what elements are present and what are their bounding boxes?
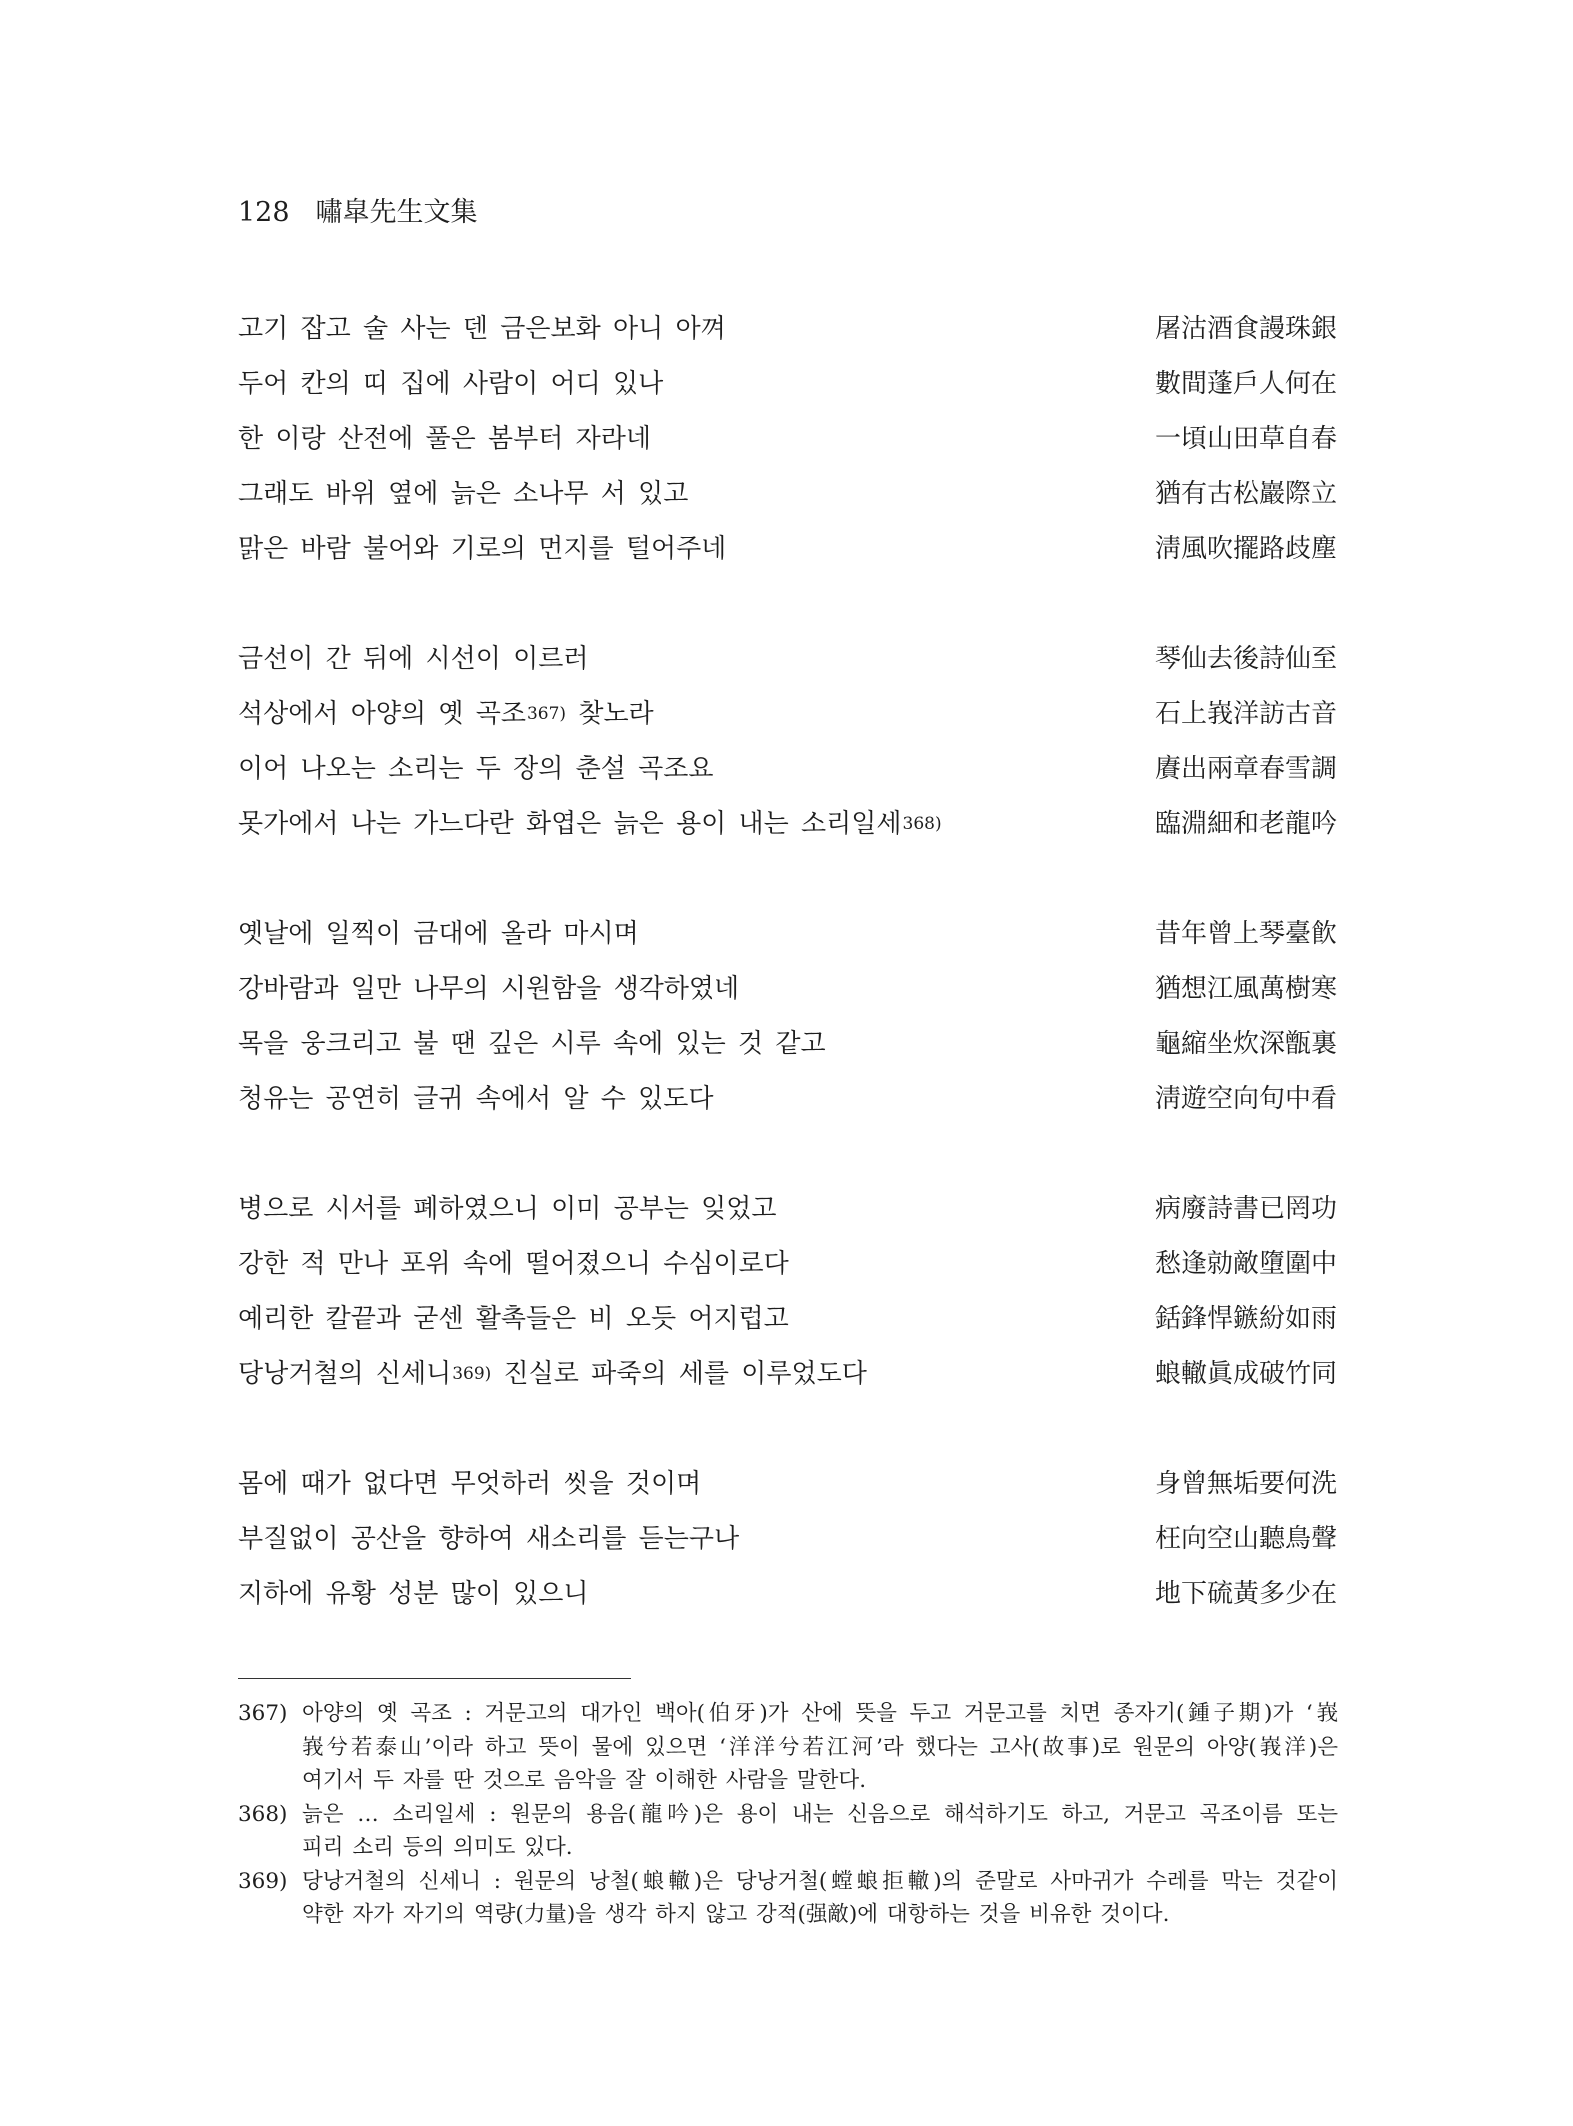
footnote-text bbox=[302, 1697, 1338, 1798]
korean-text: 예리한 칼끝과 굳센 활촉들은 비 오듯 어지럽고 bbox=[238, 1304, 789, 1334]
poem-line bbox=[238, 1512, 1338, 1567]
footnote-line: 당낭거철의 신세니 : 원문의 낭철(蜋轍)은 당낭거철(螳蜋拒轍)의 준말로 사마귀가 수레를 막는 것같이 bbox=[302, 1868, 1338, 1894]
poem-line bbox=[238, 687, 1338, 742]
poem-line-korean bbox=[238, 1017, 826, 1072]
poem-line-hanja: 銛鋒悍鏃紛如雨 bbox=[1155, 1304, 1338, 1334]
poem-line-hanja: 龜縮坐炊深甑裏 bbox=[1155, 1029, 1338, 1059]
poem-line-korean bbox=[238, 357, 663, 412]
footnote-line: 피리 소리 등의 의미도 있다. bbox=[302, 1835, 573, 1860]
page-number: 128 bbox=[238, 197, 290, 228]
korean-text: 병으로 시서를 폐하였으니 이미 공부는 잊었고 bbox=[238, 1194, 777, 1224]
poem-line-korean bbox=[238, 1347, 867, 1405]
poem-line bbox=[238, 1347, 1338, 1402]
poem-line bbox=[238, 1072, 1338, 1127]
korean-text: 지하에 유황 성분 많이 있으니 bbox=[238, 1579, 589, 1609]
poem-line bbox=[238, 302, 1338, 357]
footnote-369 bbox=[238, 1865, 1338, 1932]
poem-line-hanja: 淸風吹擺路歧塵 bbox=[1155, 534, 1338, 564]
poem-line-hanja: 蜋轍眞成破竹同 bbox=[1155, 1359, 1338, 1389]
korean-text-after-ref: 찾노라 bbox=[566, 699, 654, 729]
poem-line bbox=[238, 357, 1338, 412]
poem-line bbox=[238, 1017, 1338, 1072]
poem-line-korean bbox=[238, 687, 654, 745]
poem-line-korean bbox=[238, 1512, 739, 1567]
poem-line-hanja: 枉向空山聽鳥聲 bbox=[1155, 1524, 1338, 1554]
footnote-ref-369: 369) bbox=[452, 1364, 492, 1384]
korean-text: 강한 적 만나 포위 속에 떨어졌으니 수심이로다 bbox=[238, 1249, 789, 1279]
poem-line bbox=[238, 1567, 1338, 1622]
book-title: 嘯皐先生文集 bbox=[315, 197, 478, 228]
korean-text: 한 이랑 산전에 풀은 봄부터 자라네 bbox=[238, 424, 651, 454]
korean-text: 석상에서 아양의 옛 곡조 bbox=[238, 699, 526, 729]
poem-line-korean bbox=[238, 1182, 777, 1237]
korean-text: 못가에서 나는 가느다란 화엽은 늙은 용이 내는 소리일세 bbox=[238, 809, 902, 839]
poem-line-korean bbox=[238, 632, 588, 687]
korean-text: 청유는 공연히 글귀 속에서 알 수 있도다 bbox=[238, 1084, 714, 1114]
poem-line-korean bbox=[238, 1292, 789, 1347]
poem-line bbox=[238, 1182, 1338, 1237]
poem-line-hanja: 一頃山田草自春 bbox=[1155, 424, 1338, 454]
korean-text: 강바람과 일만 나무의 시원함을 생각하였네 bbox=[238, 974, 740, 1004]
footnote-number: 368) bbox=[238, 1801, 288, 1827]
poem-line-hanja: 數間蓬戶人何在 bbox=[1155, 369, 1338, 399]
poem-line-korean bbox=[238, 1237, 789, 1292]
running-head bbox=[238, 193, 478, 233]
korean-text: 그래도 바위 옆에 늙은 소나무 서 있고 bbox=[238, 479, 689, 509]
korean-text: 두어 칸의 띠 집에 사람이 어디 있나 bbox=[238, 369, 664, 399]
footnote-368 bbox=[238, 1798, 1338, 1865]
footnote-number: 369) bbox=[238, 1868, 288, 1894]
poem-line bbox=[238, 412, 1338, 467]
footnote-ref-368: 368) bbox=[902, 814, 942, 834]
stanza bbox=[238, 1182, 1338, 1402]
korean-text-after-ref: 진실로 파죽의 세를 이루었도다 bbox=[491, 1359, 867, 1389]
poem-line-hanja: 昔年曾上琴臺飮 bbox=[1155, 919, 1338, 949]
footnote-separator bbox=[238, 1678, 631, 1679]
korean-text: 옛날에 일찍이 금대에 올라 마시며 bbox=[238, 919, 639, 949]
footnote-text bbox=[302, 1798, 1338, 1865]
poem-line bbox=[238, 1292, 1338, 1347]
poem-line-hanja: 臨淵細和老龍吟 bbox=[1155, 809, 1338, 839]
poem-line-korean bbox=[238, 467, 688, 522]
poem-line-hanja: 猶想江風萬樹寒 bbox=[1155, 974, 1338, 1004]
footnote-line: 아양의 옛 곡조 : 거문고의 대가인 백아(伯牙)가 산에 뜻을 두고 거문고를 치면 종자기(鍾子期)가 ‘峩 bbox=[302, 1701, 1338, 1726]
poem-line-hanja: 琴仙去後詩仙至 bbox=[1155, 644, 1338, 674]
korean-text: 몸에 때가 없다면 무엇하러 씻을 것이며 bbox=[238, 1469, 702, 1499]
stanza bbox=[238, 1457, 1338, 1622]
poem-line bbox=[238, 467, 1338, 522]
korean-text: 이어 나오는 소리는 두 장의 춘설 곡조요 bbox=[238, 754, 714, 784]
poem-body bbox=[238, 302, 1338, 1677]
footnote-number: 367) bbox=[238, 1701, 288, 1726]
poem-line bbox=[238, 1457, 1338, 1512]
poem-line-korean bbox=[238, 1457, 701, 1512]
poem-line bbox=[238, 632, 1338, 687]
poem-line-korean bbox=[238, 302, 726, 357]
footnote-367 bbox=[238, 1697, 1338, 1798]
poem-line bbox=[238, 797, 1338, 852]
footnote-line: 峩兮若泰山’이라 하고 뜻이 물에 있으면 ‘洋洋兮若江河’라 했다는 고사(故事)로 원문의 아양(峩洋)은 bbox=[302, 1734, 1338, 1760]
poem-line bbox=[238, 962, 1338, 1017]
korean-text: 고기 잡고 술 사는 덴 금은보화 아니 아껴 bbox=[238, 314, 726, 344]
poem-line bbox=[238, 1237, 1338, 1292]
poem-line-korean bbox=[238, 1567, 588, 1622]
footnote-text bbox=[302, 1865, 1338, 1932]
poem-line-hanja: 屠沽酒食謾珠銀 bbox=[1155, 314, 1338, 344]
poem-line-hanja: 猶有古松巖際立 bbox=[1155, 479, 1338, 509]
poem-line-korean bbox=[238, 962, 739, 1017]
stanza bbox=[238, 302, 1338, 577]
korean-text: 당낭거철의 신세니 bbox=[238, 1359, 452, 1389]
poem-line-korean bbox=[238, 412, 651, 467]
poem-line-korean bbox=[238, 907, 639, 962]
stanza bbox=[238, 907, 1338, 1127]
korean-text: 부질없이 공산을 향하여 새소리를 듣는구나 bbox=[238, 1524, 740, 1554]
poem-line-hanja: 愁逢勍敵墮圍中 bbox=[1155, 1249, 1338, 1279]
poem-line-hanja: 賡出兩章春雪調 bbox=[1155, 754, 1338, 784]
poem-line bbox=[238, 522, 1338, 577]
footnote-line: 여기서 두 자를 딴 것으로 음악을 잘 이해한 사람을 말한다. bbox=[302, 1768, 867, 1793]
poem-line-korean bbox=[238, 742, 713, 797]
footnote-ref-367: 367) bbox=[526, 704, 567, 724]
poem-line-hanja: 身曾無垢要何洗 bbox=[1155, 1469, 1338, 1499]
footnote-line: 늙은 … 소리일세 : 원문의 용음(龍吟)은 용이 내는 신음으로 해석하기도 하고, 거문고 곡조이름 또는 bbox=[302, 1801, 1338, 1827]
stanza bbox=[238, 632, 1338, 852]
poem-line bbox=[238, 742, 1338, 797]
poem-line bbox=[238, 907, 1338, 962]
footnotes bbox=[238, 1697, 1338, 1932]
korean-text: 금선이 간 뒤에 시선이 이르러 bbox=[238, 644, 589, 674]
poem-line-korean bbox=[238, 1072, 713, 1127]
poem-line-hanja: 地下硫黃多少在 bbox=[1155, 1579, 1338, 1609]
poem-line-hanja: 病廢詩書已罔功 bbox=[1155, 1194, 1338, 1224]
korean-text: 목을 웅크리고 불 땐 깊은 시루 속에 있는 것 같고 bbox=[238, 1029, 826, 1059]
poem-line-hanja: 石上峩洋訪古音 bbox=[1155, 699, 1338, 729]
korean-text: 맑은 바람 불어와 기로의 먼지를 털어주네 bbox=[238, 534, 727, 564]
poem-line-hanja: 淸遊空向句中看 bbox=[1155, 1084, 1338, 1114]
poem-line-korean bbox=[238, 522, 726, 577]
footnote-line: 약한 자가 자기의 역량(力量)을 생각 하지 않고 강적(强敵)에 대항하는 것을 비유한 것이다. bbox=[302, 1902, 1170, 1927]
poem-line-korean bbox=[238, 797, 942, 855]
